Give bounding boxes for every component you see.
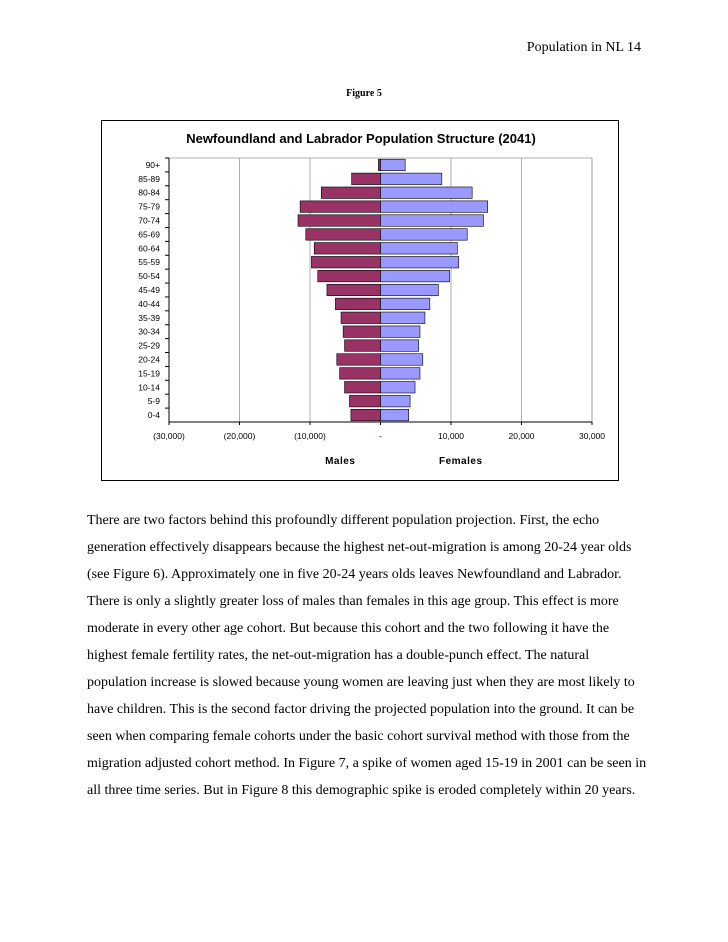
x-tick-label-5: 20,000 bbox=[508, 431, 535, 441]
bar-female-90+ bbox=[381, 159, 406, 170]
x-tick-label-3: - bbox=[379, 431, 382, 441]
population-pyramid-chart bbox=[102, 121, 620, 482]
bar-male-90+ bbox=[378, 159, 380, 170]
x-tick-label-0: (30,000) bbox=[153, 431, 185, 441]
y-tick-label-10-14: 10-14 bbox=[138, 382, 160, 393]
bar-female-55-59 bbox=[381, 256, 459, 267]
females-axis-title: Females bbox=[438, 456, 483, 467]
bar-male-40-44 bbox=[335, 298, 380, 309]
bar-female-60-64 bbox=[381, 243, 458, 254]
running-head: Population in NL 14 bbox=[526, 40, 641, 55]
bar-female-5-9 bbox=[381, 395, 411, 406]
bar-female-20-24 bbox=[381, 354, 423, 365]
y-tick-label-15-19: 15-19 bbox=[138, 368, 160, 379]
bar-female-50-54 bbox=[381, 270, 450, 281]
x-tick-label-1: (20,000) bbox=[223, 431, 256, 441]
bar-female-85-89 bbox=[381, 173, 442, 184]
y-tick-label-30-34: 30-34 bbox=[138, 326, 160, 337]
y-tick-label-75-79: 75-79 bbox=[138, 201, 160, 212]
bar-female-45-49 bbox=[381, 284, 439, 295]
chart-title: Newfoundland and Labrador Population Structure (2041) bbox=[186, 131, 536, 146]
y-tick-label-0-4: 0-4 bbox=[147, 410, 160, 421]
y-tick-label-65-69: 65-69 bbox=[138, 229, 160, 240]
chart-frame bbox=[101, 120, 619, 481]
bar-female-40-44 bbox=[381, 298, 430, 309]
bar-male-55-59 bbox=[311, 256, 380, 267]
y-tick-label-60-64: 60-64 bbox=[138, 243, 160, 254]
bar-male-10-14 bbox=[345, 382, 381, 393]
bar-male-15-19 bbox=[340, 368, 381, 379]
bar-female-35-39 bbox=[381, 312, 425, 323]
bar-male-25-29 bbox=[345, 340, 381, 351]
y-tick-label-50-54: 50-54 bbox=[138, 271, 160, 282]
bar-male-50-54 bbox=[318, 270, 381, 281]
bar-male-30-34 bbox=[343, 326, 380, 337]
bar-male-45-49 bbox=[327, 284, 381, 295]
y-tick-label-25-29: 25-29 bbox=[138, 340, 160, 351]
bar-female-65-69 bbox=[381, 229, 468, 240]
y-tick-label-5-9: 5-9 bbox=[147, 396, 160, 407]
bar-male-65-69 bbox=[306, 229, 381, 240]
bar-male-75-79 bbox=[300, 201, 380, 212]
x-tick-label-4: 10,000 bbox=[438, 431, 464, 441]
males-axis-title: Males bbox=[325, 456, 356, 467]
y-tick-label-45-49: 45-49 bbox=[138, 285, 160, 295]
y-tick-label-55-59: 55-59 bbox=[138, 257, 160, 268]
bar-male-0-4 bbox=[351, 409, 381, 420]
y-tick-label-80-84: 80-84 bbox=[138, 187, 160, 198]
bar-male-35-39 bbox=[341, 312, 380, 323]
bar-female-80-84 bbox=[381, 187, 473, 198]
bar-female-25-29 bbox=[381, 340, 419, 351]
bar-female-15-19 bbox=[381, 368, 420, 379]
bar-female-70-74 bbox=[381, 215, 484, 226]
y-tick-label-70-74: 70-74 bbox=[138, 215, 160, 226]
bar-female-10-14 bbox=[381, 382, 416, 393]
y-tick-label-40-44: 40-44 bbox=[138, 298, 160, 309]
bar-male-20-24 bbox=[337, 354, 381, 365]
y-tick-label-35-39: 35-39 bbox=[138, 312, 160, 323]
bar-female-30-34 bbox=[381, 326, 420, 337]
bar-male-60-64 bbox=[314, 243, 380, 254]
body-paragraph: There are two factors behind this profoundly different population projection. First, the echo generation effectively disappears because the highest net-out-migration is among 20-24 year olds (see Figure 6). Approximately one in five 20-24 years olds leaves Newfoundland and Labrador. There is only a slightly greater loss of males than females in this age group. This effect is more moderate in every other age cohort. But because this cohort and the two following it have the highest female fertility rates, the net-out-migration has a double-punch effect. The natural population increase is slowed because young women are leaving just when they are most likely to have children. This is the second factor driving the projected population into the ground. It can be seen when comparing female cohorts under the basic cohort survival method with those from the migration adjusted cohort method. In Figure 7, a spike of women aged 15-19 in 2001 can be seen in all three time series. But in Figure 8 this demographic spike is eroded completely within 20 years. bbox=[87, 513, 647, 798]
x-tick-label-6: 30,000 bbox=[579, 431, 605, 441]
y-tick-label-85-89: 85-89 bbox=[138, 173, 160, 184]
figure-label: Figure 5 bbox=[346, 88, 382, 99]
bar-female-75-79 bbox=[381, 201, 488, 212]
bar-male-70-74 bbox=[298, 215, 380, 226]
bar-male-80-84 bbox=[321, 187, 380, 198]
y-tick-label-90+: 90+ bbox=[145, 159, 160, 170]
bar-female-0-4 bbox=[381, 409, 409, 420]
y-tick-label-20-24: 20-24 bbox=[138, 354, 160, 365]
bar-male-85-89 bbox=[352, 173, 381, 184]
x-tick-label-2: (10,000) bbox=[294, 431, 326, 441]
bar-male-5-9 bbox=[349, 395, 380, 406]
